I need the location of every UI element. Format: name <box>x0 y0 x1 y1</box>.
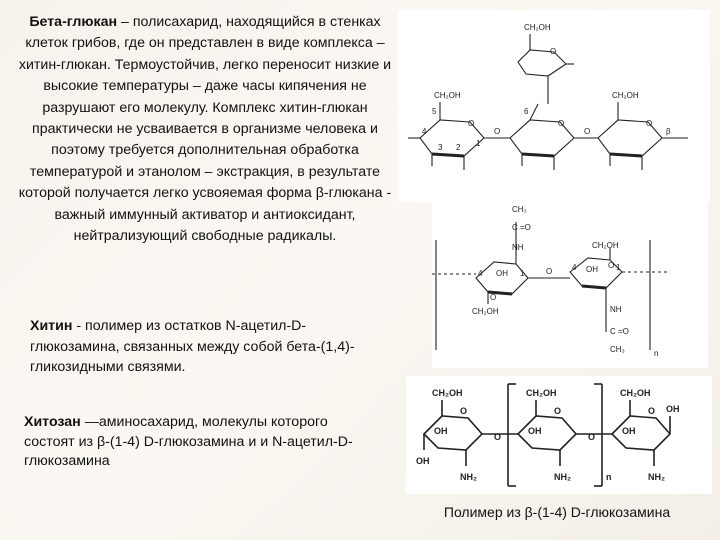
glucan-o-label-3: O <box>646 119 653 128</box>
chitosan-o-ring-2: O <box>554 406 562 416</box>
chitosan-oh-1: OH <box>434 426 448 436</box>
chitosan-oh-3: OH <box>622 426 636 436</box>
chitin-nh-top: NH <box>512 243 524 252</box>
chitin-c-top: C <box>512 223 518 232</box>
chitin-o-right: O <box>608 261 615 270</box>
glucan-num-3: 3 <box>438 143 443 152</box>
chitin-term: Хитин <box>30 318 73 334</box>
chitosan-figure-caption: Полимер из β-(1-4) D-глюкозамина <box>443 504 671 520</box>
beta-glucan-text: – полисахарид, находящийся в стенках клеток грибов, где он представлен в виде комплекса – хитин-глюкан. Термоустойчив, легко переносит низкие и высокие температуры – даже часы кипячения не разрушают его молекулу. Комплекс хитин-глюкан практически не усваивается в организме человека и поэтому требуется дополнительная обработка температурой и этанолом – экстракция, в результате которой получается легко усвояемая форма β-глюкана - важный иммунный активатор и антиоксидант, нейтрализующий свободные радикалы. <box>18 14 392 245</box>
glucan-num-6: 6 <box>524 107 529 116</box>
chitin-nh-bottom: NH <box>610 305 622 314</box>
chitin-num4: 4 <box>478 269 483 278</box>
chitin-num4-right: 4 <box>572 263 577 272</box>
glucan-beta-label: β <box>666 127 671 136</box>
beta-glucan-structure-diagram <box>398 10 710 202</box>
chitin-num1: 1 <box>520 269 525 278</box>
glucan-o-label-top: O <box>550 47 557 56</box>
chitosan-o-bridge-1: O <box>494 432 502 442</box>
glucan-o-bridge-1: O <box>494 127 501 136</box>
chitosan-nh2-3: NH₂ <box>648 472 665 482</box>
beta-glucan-structure-figure <box>398 10 710 202</box>
chitosan-oh-start: OH <box>416 456 430 466</box>
chitin-oh-right: OH <box>586 265 598 274</box>
chitin-structure-diagram <box>432 200 708 368</box>
glucan-ch2oh-label-1: CH₂OH <box>434 91 461 100</box>
chitin-n-label: n <box>654 349 659 358</box>
chitin-num1-right: 1 <box>616 263 621 272</box>
chitosan-term: Хитозан <box>24 414 81 430</box>
beta-glucan-term: Бета-глюкан <box>29 14 118 30</box>
chitin-structure-figure <box>432 200 708 368</box>
chitosan-nh2-1: NH₂ <box>460 472 477 482</box>
glucan-o-label-2: O <box>558 119 565 128</box>
glucan-o-bridge-2: O <box>584 127 591 136</box>
chitosan-ch2oh-1: CH₂OH <box>432 388 463 398</box>
chitin-ch2oh-right: CH₂OH <box>592 241 619 250</box>
chitosan-paragraph <box>24 413 374 472</box>
beta-glucan-paragraph <box>14 12 396 247</box>
chitin-ch3-bottom: CH₃ <box>610 345 625 354</box>
chitosan-ch2oh-2: CH₂OH <box>526 388 557 398</box>
chitosan-oh-2: OH <box>528 426 542 436</box>
chitin-o-left: O <box>490 293 497 302</box>
chitosan-structure-diagram <box>406 376 712 494</box>
glucan-num-4: 4 <box>422 127 427 136</box>
glucan-ch2oh-label-3: CH₂OH <box>612 91 639 100</box>
glucan-num-1: 1 <box>476 139 481 148</box>
chitin-ch2oh-left: CH₂OH <box>472 307 499 316</box>
chitin-ch3-top: CH₃ <box>512 205 527 214</box>
glucan-num-2: 2 <box>456 143 461 152</box>
chitosan-structure-figure <box>406 376 712 494</box>
chitin-c-bottom: C <box>610 327 616 336</box>
chitin-text: - полимер из остатков N-ацетил-D-глюкозамина, связанных между собой бета-(1,4)-гликозидными связями. <box>30 318 355 375</box>
glucan-ch2oh-label-top: CH₂OH <box>524 23 551 32</box>
chitosan-ch2oh-3: CH₂OH <box>620 388 651 398</box>
chitosan-nh2-2: NH₂ <box>554 472 571 482</box>
chitosan-oh-end: OH <box>666 404 680 414</box>
chitosan-o-bridge-2: O <box>588 432 596 442</box>
chitosan-text: —аминосахарид, молекулы которого состоят из β-(1-4) D-глюкозамина и и N-ацетил-D-глюкозамина <box>24 414 353 469</box>
chitin-o-bridge: O <box>546 267 553 276</box>
chitin-eqo-bottom: =O <box>618 327 629 336</box>
chitin-oh-left: OH <box>496 269 508 278</box>
chitosan-o-ring-3: O <box>648 406 656 416</box>
chitosan-n-label: n <box>606 472 612 482</box>
glucan-o-label-1: O <box>468 119 475 128</box>
chitin-eqo-top: =O <box>520 223 531 232</box>
glucan-num-5: 5 <box>432 107 437 116</box>
chitin-paragraph <box>30 316 380 378</box>
chitosan-o-ring-1: O <box>460 406 468 416</box>
